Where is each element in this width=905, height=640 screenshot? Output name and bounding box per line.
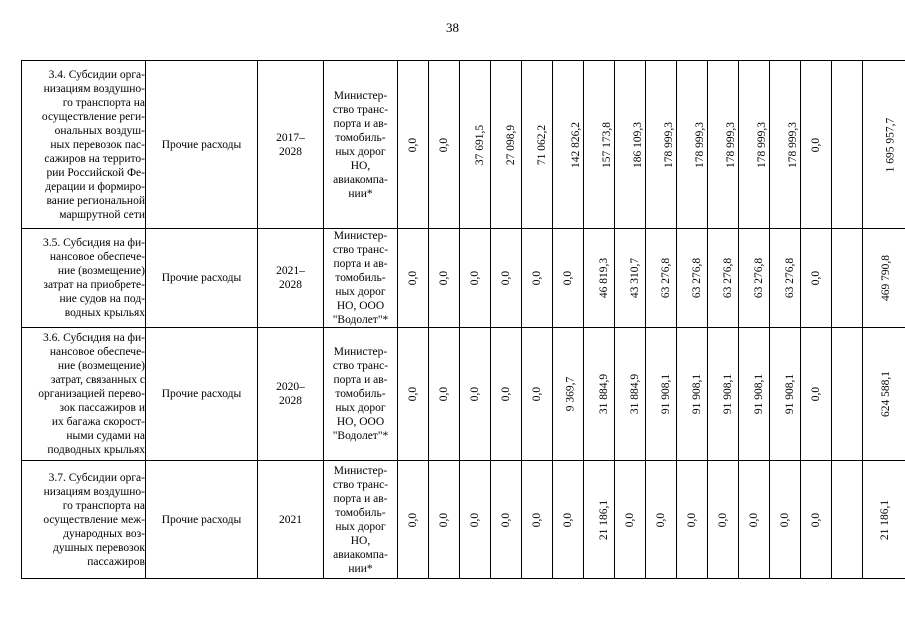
measure-name-cell-line: осуществление реги-	[41, 110, 145, 123]
value-cell	[460, 328, 491, 461]
value-text: 0,0	[686, 512, 698, 527]
value-cell	[739, 61, 770, 229]
value-cell	[522, 328, 553, 461]
executor-cell-line: ство транс-	[332, 244, 389, 256]
executor-cell-line: НО,	[350, 159, 371, 172]
value-cell	[832, 328, 863, 461]
value-text: 0,0	[407, 386, 419, 402]
measure-name-cell	[22, 461, 146, 579]
value-text: 0,0	[562, 512, 574, 527]
value-text: 31 884,9	[598, 373, 611, 415]
measure-name-cell-line: ние (возмещение)	[57, 360, 145, 372]
value-text: 0,0	[810, 386, 822, 402]
value-text: 91 908,1	[722, 373, 735, 415]
value-cell	[615, 229, 646, 328]
value-cell	[801, 61, 832, 229]
value-text: 0,0	[469, 270, 481, 286]
executor-cell-line: Министер-	[333, 346, 388, 358]
value-text: 91 908,1	[691, 373, 704, 415]
value-cell	[553, 461, 584, 579]
value-cell	[429, 461, 460, 579]
value-cell	[770, 461, 801, 579]
value-text: 0,0	[810, 137, 822, 152]
value-cell	[491, 61, 522, 229]
value-cell	[646, 328, 677, 461]
period-cell	[258, 229, 324, 328]
executor-cell-line: томобиль-	[335, 388, 386, 400]
measure-name-cell-line: душных перевозок	[53, 541, 145, 554]
value-text: 27 098,9	[505, 124, 518, 165]
value-text: 9 369,7	[564, 376, 577, 412]
value-cell	[832, 461, 863, 579]
measure-name-cell-line: вание региональной	[46, 194, 145, 207]
value-cell	[801, 461, 832, 579]
value-text: 1 695 957,7	[884, 117, 897, 172]
measure-name-cell-line: пассажиров	[87, 555, 145, 568]
executor-cell-line: Министер-	[333, 464, 388, 477]
measure-name-cell-line: организацией перево-	[38, 388, 145, 400]
value-cell	[801, 229, 832, 328]
value-cell	[491, 229, 522, 328]
measure-name-cell-line: маршрутной сети	[59, 208, 145, 221]
period-cell	[258, 328, 324, 461]
value-cell	[677, 461, 708, 579]
period-cell-line: 2021	[279, 513, 302, 526]
value-cell	[739, 328, 770, 461]
executor-cell-line: нии*	[348, 562, 373, 575]
measure-name-cell-line: 3.4. Субсидии орга-	[48, 68, 145, 81]
value-text: 0,0	[624, 512, 636, 527]
value-cell	[429, 328, 460, 461]
value-cell	[398, 328, 429, 461]
value-cell	[677, 229, 708, 328]
value-cell	[584, 461, 615, 579]
measure-name-cell-line: водных крыльях	[64, 307, 145, 319]
measure-name-cell-line: зок пассажиров и	[59, 402, 145, 414]
measure-name-cell-line: дународных воз-	[63, 527, 145, 540]
measure-name-cell-line: ональных воздуш-	[54, 124, 145, 137]
executor-cell	[324, 61, 398, 229]
executor-cell-line: томобиль-	[335, 272, 386, 284]
executor-cell-line: авиакомпа-	[333, 173, 388, 186]
value-cell	[615, 328, 646, 461]
value-cell	[770, 61, 801, 229]
value-cell	[584, 61, 615, 229]
value-cell	[646, 229, 677, 328]
value-text: 0,0	[531, 386, 543, 402]
value-text: 178 999,3	[756, 121, 768, 168]
measure-name-cell-line: ние судов на под-	[59, 293, 145, 305]
value-cell	[739, 229, 770, 328]
value-text: 21 186,1	[598, 499, 611, 540]
value-text: 0,0	[810, 512, 822, 527]
value-cell	[863, 328, 905, 461]
measure-name-cell-line: подводных крыльях	[47, 444, 145, 456]
table-row	[22, 229, 905, 328]
measure-name-cell-line: дерации и формиро-	[45, 180, 145, 193]
value-cell	[553, 61, 584, 229]
measure-name-cell-line: го транспорта на	[62, 499, 145, 512]
value-cell	[584, 328, 615, 461]
value-text: 0,0	[438, 270, 450, 286]
value-text: 0,0	[438, 512, 450, 527]
value-text: 63 276,8	[660, 257, 673, 299]
expense-type-cell: Прочие расходы	[146, 328, 258, 461]
value-text: 0,0	[438, 137, 450, 152]
measure-name-cell-line: нансовое обеспече-	[49, 346, 145, 358]
value-text: 186 109,3	[632, 121, 644, 168]
value-cell	[584, 229, 615, 328]
executor-cell-line: порта и ав-	[333, 374, 388, 386]
value-cell	[863, 461, 905, 579]
value-cell	[801, 328, 832, 461]
value-text: 142 826,2	[570, 121, 582, 168]
measure-name-cell-line: сажиров на террито-	[44, 152, 145, 165]
value-text: 31 884,9	[629, 373, 642, 415]
value-cell	[553, 229, 584, 328]
measure-name-cell-line: низациям воздушно-	[43, 82, 145, 95]
value-cell	[770, 229, 801, 328]
value-cell	[863, 61, 905, 229]
expense-type-cell: Прочие расходы	[146, 229, 258, 328]
value-cell	[863, 229, 905, 328]
value-text: 43 310,7	[629, 257, 642, 299]
period-cell-line: 2017–	[276, 131, 305, 144]
executor-cell	[324, 229, 398, 328]
measure-name-cell	[22, 229, 146, 328]
period-cell	[258, 61, 324, 229]
executor-cell-line: томобиль-	[335, 506, 386, 519]
value-cell	[491, 328, 522, 461]
value-text: 0,0	[500, 386, 512, 402]
value-text: 0,0	[469, 386, 481, 402]
executor-cell	[324, 328, 398, 461]
measure-name-cell-line: затрат на приобрете-	[43, 279, 145, 291]
value-cell	[460, 229, 491, 328]
value-text: 0,0	[562, 270, 574, 286]
executor-cell-line: "Водолет"*	[332, 430, 389, 442]
value-cell	[677, 61, 708, 229]
period-cell	[258, 461, 324, 579]
value-cell	[522, 61, 553, 229]
executor-cell-line: томобиль-	[335, 131, 386, 144]
value-text: 91 908,1	[660, 373, 673, 415]
period-cell-line: 2028	[279, 395, 302, 407]
value-text: 0,0	[469, 512, 481, 527]
measure-name-cell-line: их багажа скорост-	[51, 416, 145, 428]
measure-name-cell-line: рии Российской Фе-	[46, 166, 145, 179]
executor-cell-line: ство транс-	[332, 103, 389, 116]
value-text: 91 908,1	[784, 373, 797, 415]
period-cell-line: 2021–	[276, 265, 305, 277]
measure-name-cell-line: ние (возмещение)	[57, 265, 145, 277]
value-text: 91 908,1	[753, 373, 766, 415]
value-text: 21 186,1	[879, 499, 892, 540]
value-text: 178 999,3	[694, 121, 706, 168]
value-text: 63 276,8	[691, 257, 704, 299]
value-cell	[522, 229, 553, 328]
executor-cell-line: Министер-	[333, 89, 388, 102]
value-cell	[553, 328, 584, 461]
value-text: 469 790,8	[880, 255, 892, 301]
value-text: 157 173,8	[601, 121, 613, 168]
executor-cell-line: "Водолет"*	[332, 314, 389, 326]
executor-cell-line: ство транс-	[332, 478, 389, 491]
executor-cell	[324, 461, 398, 579]
value-cell	[398, 61, 429, 229]
measure-name-cell-line: 3.5. Субсидия на фи-	[43, 237, 145, 249]
value-text: 0,0	[407, 137, 419, 152]
value-cell	[677, 328, 708, 461]
executor-cell-line: НО,	[350, 534, 371, 547]
value-text: 0,0	[717, 512, 729, 527]
measure-name-cell-line: го транспорта на	[62, 96, 145, 109]
value-text: 178 999,3	[787, 121, 799, 168]
value-text: 0,0	[779, 512, 791, 527]
measure-name-cell	[22, 328, 146, 461]
measure-name-cell-line: ными судами на	[66, 430, 145, 442]
executor-cell-line: ных дорог	[335, 520, 386, 533]
value-text: 46 819,3	[598, 257, 611, 299]
executor-cell-line: порта и ав-	[333, 492, 388, 505]
value-cell	[770, 328, 801, 461]
budget-table	[21, 60, 905, 579]
value-text: 0,0	[407, 270, 419, 286]
executor-cell-line: авиакомпа-	[333, 548, 388, 561]
value-cell	[398, 461, 429, 579]
value-cell	[491, 461, 522, 579]
executor-cell-line: ных дорог	[335, 286, 386, 298]
value-text: 0,0	[655, 512, 667, 527]
table-row	[22, 61, 905, 229]
measure-name-cell-line: нансовое обеспече-	[49, 251, 145, 263]
value-cell	[832, 61, 863, 229]
value-text: 0,0	[500, 512, 512, 527]
value-text: 178 999,3	[725, 121, 737, 168]
period-cell-line: 2028	[279, 145, 302, 158]
value-text: 0,0	[748, 512, 760, 527]
table-row	[22, 328, 905, 461]
measure-name-cell-line: низациям воздушно-	[43, 485, 145, 498]
executor-cell-line: порта и ав-	[333, 258, 388, 270]
measure-name-cell-line: ных перевозок пас-	[50, 138, 145, 151]
measure-name-cell-line: 3.7. Субсидии орга-	[48, 471, 145, 484]
page-number: 38	[446, 20, 459, 35]
value-cell	[398, 229, 429, 328]
value-cell	[429, 229, 460, 328]
table-row	[22, 461, 905, 579]
executor-cell-line: ных дорог	[335, 402, 386, 414]
value-text: 0,0	[531, 512, 543, 527]
value-text: 178 999,3	[663, 121, 675, 168]
value-cell	[615, 61, 646, 229]
executor-cell-line: ных дорог	[335, 145, 386, 158]
value-cell	[708, 328, 739, 461]
value-text: 0,0	[407, 512, 419, 527]
expense-type-cell: Прочие расходы	[146, 61, 258, 229]
value-text: 63 276,8	[753, 257, 766, 299]
value-cell	[708, 61, 739, 229]
period-cell-line: 2028	[279, 279, 302, 291]
value-cell	[832, 229, 863, 328]
value-text: 0,0	[500, 270, 512, 286]
executor-cell-line: порта и ав-	[333, 117, 388, 130]
value-cell	[615, 461, 646, 579]
value-cell	[429, 61, 460, 229]
executor-cell-line: НО, ООО	[336, 300, 385, 312]
value-cell	[522, 461, 553, 579]
value-text: 0,0	[531, 270, 543, 286]
period-cell-line: 2020–	[276, 381, 305, 393]
value-cell	[460, 461, 491, 579]
value-text: 71 062,2	[536, 124, 549, 165]
value-cell	[646, 61, 677, 229]
value-cell	[708, 229, 739, 328]
value-text: 624 588,1	[880, 371, 892, 417]
measure-name-cell-line: 3.6. Субсидия на фи-	[43, 332, 145, 344]
executor-cell-line: нии*	[348, 187, 373, 200]
value-text: 0,0	[810, 270, 822, 286]
value-text: 63 276,8	[722, 257, 735, 299]
value-text: 0,0	[438, 386, 450, 402]
measure-name-cell-line: осуществление меж-	[43, 513, 145, 526]
value-cell	[739, 461, 770, 579]
value-cell	[460, 61, 491, 229]
value-cell	[646, 461, 677, 579]
measure-name-cell-line: затрат, связанных с	[50, 374, 145, 386]
value-cell	[708, 461, 739, 579]
expense-type-cell: Прочие расходы	[146, 461, 258, 579]
measure-name-cell	[22, 61, 146, 229]
executor-cell-line: Министер-	[333, 230, 388, 242]
executor-cell-line: НО, ООО	[336, 416, 385, 428]
value-text: 37 691,5	[474, 124, 487, 165]
executor-cell-line: ство транс-	[332, 360, 389, 372]
value-text: 63 276,8	[784, 257, 797, 299]
